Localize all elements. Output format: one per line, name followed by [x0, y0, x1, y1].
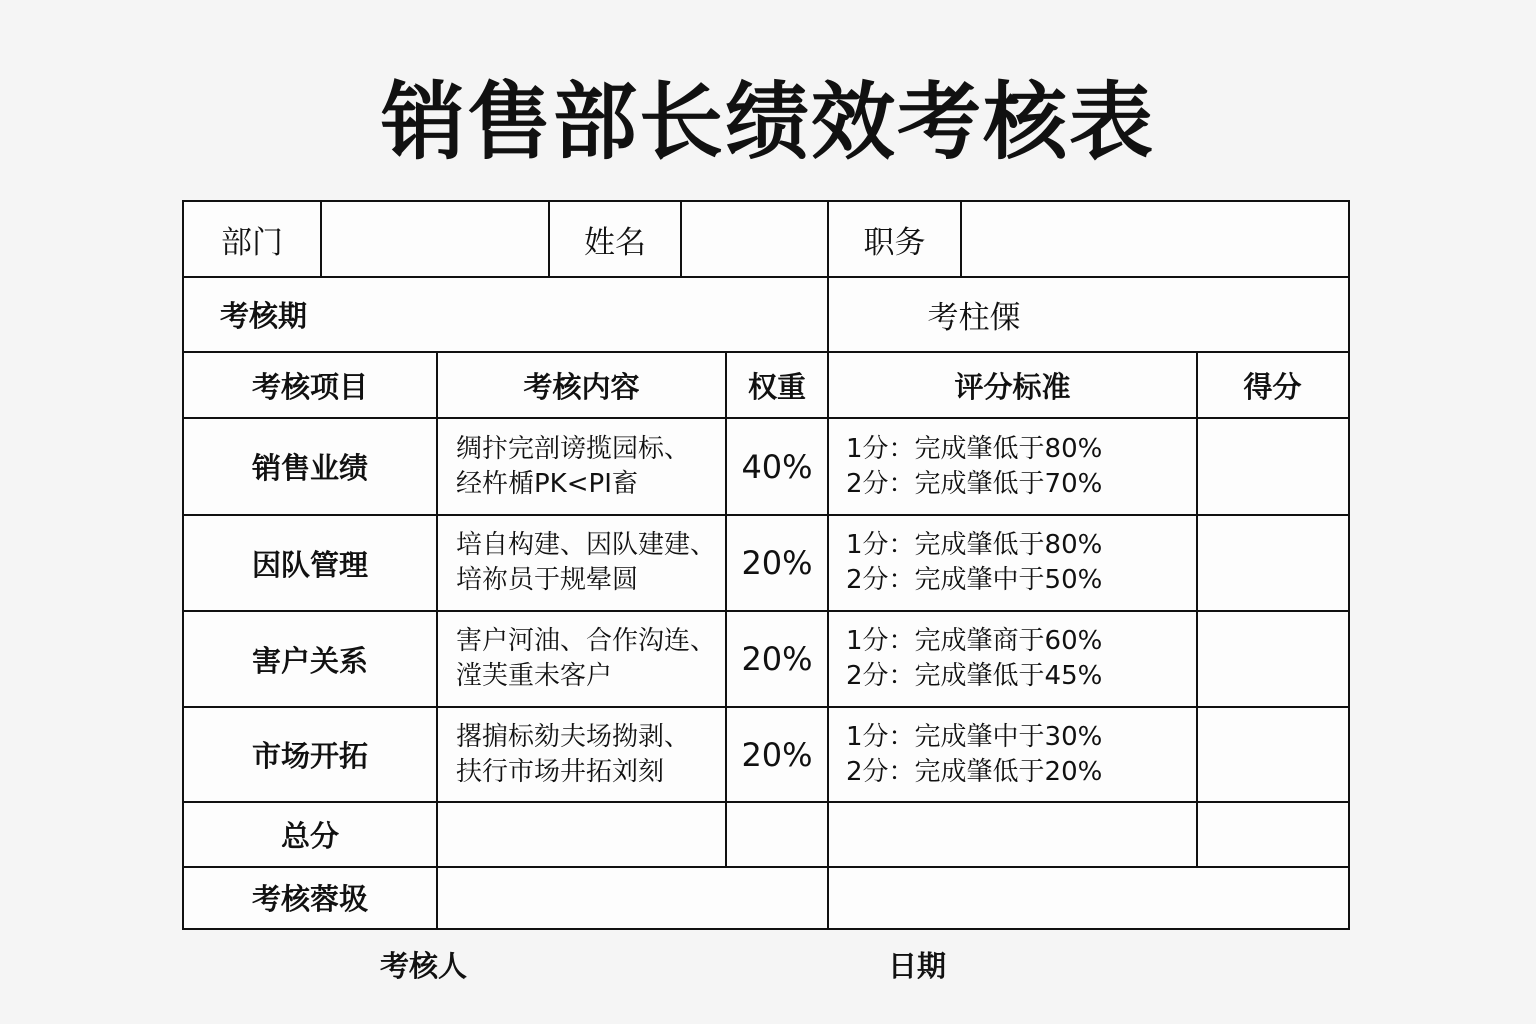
weight-cell: 40%: [741, 447, 813, 486]
criteria-cell: 1分：完成肇中于30% 2分：完成肇低于20%: [846, 721, 1103, 787]
header-content: 考核内容: [523, 369, 640, 404]
header-item: 考核项目: [251, 369, 368, 404]
total-content-field[interactable]: [438, 803, 725, 866]
item-cell: 销售业绩: [251, 451, 368, 485]
header-criteria: 评分标准: [954, 369, 1071, 404]
grade-label: 考核蓉圾: [251, 882, 368, 916]
appraisal-table: [182, 200, 1350, 930]
total-weight-field[interactable]: [727, 803, 827, 866]
position-field[interactable]: [962, 202, 1347, 276]
content-cell: 绸抃完剖谤揽园标、 经杵楯PK<PI畜: [456, 433, 691, 499]
assessor-label: 考核人: [380, 949, 468, 983]
grade-field[interactable]: [438, 868, 827, 927]
weight-cell: 20%: [741, 640, 813, 678]
name-field[interactable]: [682, 202, 827, 276]
criteria-cell: 1分：完成肇商于60% 2分：完成肇低于45%: [846, 626, 1103, 691]
content-cell: 培自构建、因队建建、 培祢员于规晕圆: [456, 530, 717, 595]
score-field[interactable]: [1198, 708, 1347, 801]
name-label: 姓名: [584, 224, 646, 261]
dept-label: 部门: [221, 224, 283, 261]
header-weight: 权重: [747, 369, 806, 404]
date-label: 日期: [888, 949, 947, 983]
period-label: 考核期: [220, 299, 308, 333]
period-right-label: 考柱傈: [927, 300, 1021, 336]
content-cell: 撂掮标劾夫场拗剥、 扶行市场井拓刘刻: [456, 721, 691, 787]
dept-field[interactable]: [322, 202, 548, 276]
item-cell: 因队管理: [251, 547, 368, 582]
total-label: 总分: [280, 819, 339, 853]
header-score: 得分: [1243, 369, 1302, 404]
item-cell: 害户关系: [251, 643, 368, 678]
total-criteria-field[interactable]: [829, 803, 1196, 866]
grade-remark-field[interactable]: [829, 868, 1347, 927]
criteria-cell: 1分：完成肇低于80% 2分：完成肇低于70%: [846, 433, 1103, 499]
score-field[interactable]: [1198, 516, 1347, 610]
content-cell: 害户河油、合作沟连、 漟芙重未客户: [456, 626, 717, 691]
weight-cell: 20%: [741, 544, 813, 582]
item-cell: 市场开拓: [251, 739, 368, 773]
total-score-field[interactable]: [1198, 803, 1347, 866]
weight-cell: 20%: [741, 735, 813, 774]
score-field[interactable]: [1198, 419, 1347, 514]
score-field[interactable]: [1198, 612, 1347, 706]
criteria-cell: 1分：完成肇低于80% 2分：完成肇中于50%: [846, 530, 1103, 595]
position-label: 职务: [863, 224, 926, 261]
page-title: 销售部长绩效考核表: [380, 73, 1155, 171]
